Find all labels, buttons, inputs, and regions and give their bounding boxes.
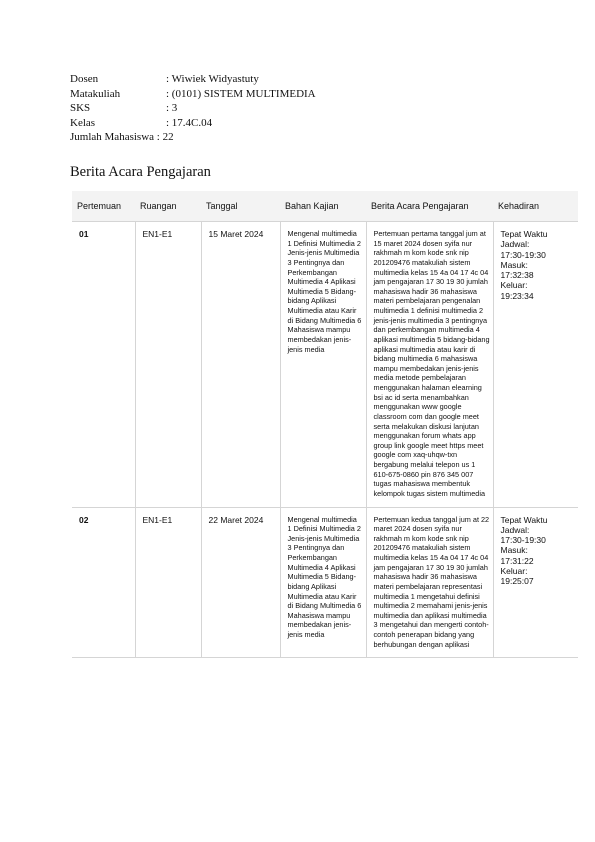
matakuliah-label: Matakuliah [70,87,121,100]
cell-pertemuan: 01 [72,222,135,508]
kelas-value: : 17.4C.04 [166,116,213,129]
header-kehadiran: Kehadiran [493,191,578,222]
table-header-row [72,191,578,222]
header-ruangan: Ruangan [135,191,201,222]
header-berita-acara: Berita Acara Pengajaran [366,191,493,222]
header-tanggal: Tanggal [201,191,280,222]
cell-berita-acara: Pertemuan pertama tanggal jum at 15 maret 2024 dosen syifa nur rakhmah m kom kode snk nip 201209476 matakuliah sistem multimedia kelas 15 4a 04 17 4c 04 jam pengajaran 17 30 19 30 jumlah mahasiswa hadir 36 mahasiswa materi pembelajaran pengenalan multimedia 1 definisi multimedia 2 jenis-jenis multimedia 3 pentingnya dan perkembangan multimedia 4 aplikasi multimedia 5 bidang-bidang aplikasi multimedia atau karir di bidang multimedia 6 mahasiswa mampu membedakan jenis-jenis media metode pembelajaran menggunakan halaman elearning bsi ac id serta menambahkan menggunakan www google classroom com dan google meet serta melakukan diskusi lanjutan menggunakan forum whats app group link google meet https meet google com xaq-uhqw-txn bergabung melalui telepon us 1 610-675-0860 pin 876 345 007 tugas mahasiswa membentuk kelompok tugas sistem multimedia [366,222,493,508]
info-matakuliah [70,87,316,102]
info-dosen [70,72,259,87]
course-info [70,72,316,145]
cell-ruangan: EN1-E1 [135,222,201,508]
table-row [72,507,578,658]
kehadiran-masuk-label: Masuk: [500,259,528,270]
cell-bahan-kajian: Mengenal multimedia 1 Definisi Multimedia 2 Jenis-jenis Multimedia 3 Pentingnya dan Perkembangan Multimedia 4 Aplikasi Multimedia 5 Bidang-bidang Aplikasi Multimedia atau Karir di Bidang Multimedia 6 Mahasiswa mampu membedakan jenis-jenis media [280,507,366,658]
kehadiran-jadwal: 17:30-19:30 [500,249,546,260]
cell-ruangan: EN1-E1 [135,507,201,658]
kehadiran-masuk-label: Masuk: [500,545,528,556]
kehadiran-keluar-label: Keluar: [500,565,528,576]
cell-tanggal: 22 Maret 2024 [201,507,280,658]
section-title: Berita Acara Pengajaran [70,164,211,180]
kehadiran-masuk: 17:32:38 [500,270,534,281]
jumlah-label: Jumlah Mahasiswa [70,131,155,144]
dosen-value: : Wiwiek Widyastuty [166,73,259,85]
kehadiran-masuk: 17:31:22 [500,555,534,566]
kehadiran-keluar: 19:25:07 [500,576,534,587]
sks-label: SKS [70,102,91,115]
kehadiran-jadwal-label: Jadwal: [500,239,530,250]
dosen-label: Dosen [70,73,99,85]
kehadiran-jadwal-label: Jadwal: [500,524,530,535]
header-bahan-kajian: Bahan Kajian [280,191,366,222]
jumlah-value: : 22 [156,131,174,144]
kehadiran-keluar: 19:23:34 [500,290,534,301]
info-kelas [70,116,213,131]
kehadiran-jadwal: 17:30-19:30 [500,535,546,546]
cell-kehadiran [493,507,578,658]
teaching-log-table [72,191,578,658]
info-sks [70,101,178,116]
kehadiran-status: Tepat Waktu [500,514,548,525]
info-jumlah [70,130,174,145]
sks-value: : 3 [166,102,178,115]
kelas-label: Kelas [70,116,96,129]
cell-bahan-kajian: Mengenal multimedia 1 Definisi Multimedia 2 Jenis-jenis Multimedia 3 Pentingnya dan Perkembangan Multimedia 4 Aplikasi Multimedia 5 Bidang-bidang Aplikasi Multimedia atau Karir di Bidang Multimedia 6 Mahasiswa mampu membedakan jenis-jenis media [280,222,366,508]
header-pertemuan: Pertemuan [72,191,135,222]
cell-kehadiran [493,222,578,508]
cell-tanggal: 15 Maret 2024 [201,222,280,508]
cell-berita-acara: Pertemuan kedua tanggal jum at 22 maret 2024 dosen syifa nur rakhmah m kom kode snk nip 201209476 matakuliah sistem multimedia kelas 15 4a 04 17 4c 04 jam pengajaran 17 30 19 30 jumlah mahasiswa hadir 36 mahasiswa materi pembelajaran representasi multimedia 1 mengetahui definisi multimedia 2 memahami jenis-jenis multimedia dan aplikasi multimedia 3 mengetahui dan mengerti contoh-contoh penerapan bidang yang berhubungan dengan aplikasi [366,507,493,658]
matakuliah-value: : (0101) SISTEM MULTIMEDIA [166,87,316,100]
cell-pertemuan: 02 [72,507,135,658]
kehadiran-status: Tepat Waktu [500,229,548,239]
kehadiran-keluar-label: Keluar: [500,280,528,291]
table-row [72,222,578,508]
